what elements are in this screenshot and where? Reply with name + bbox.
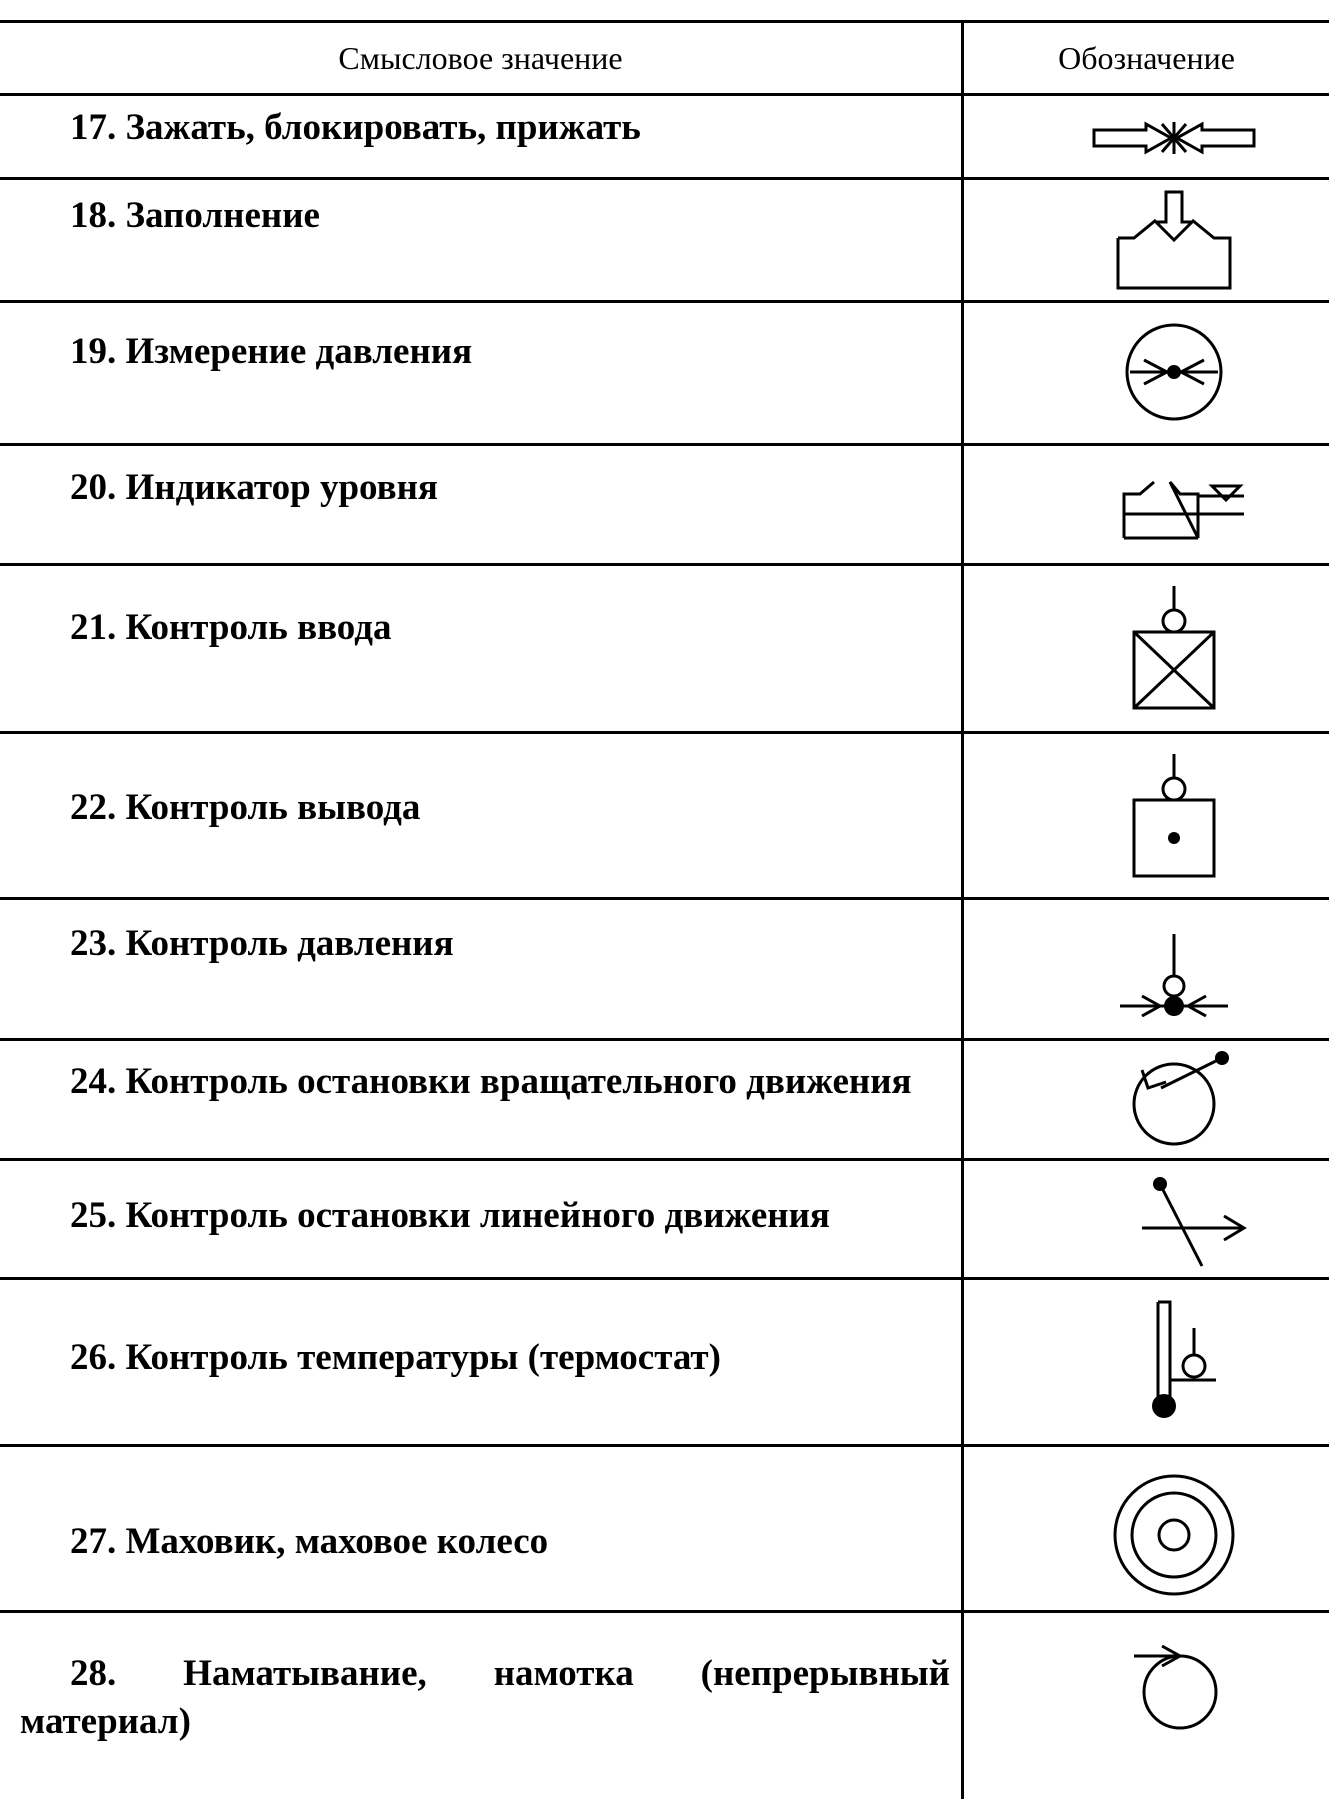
column-divider xyxy=(961,22,964,1799)
level-indicator-icon xyxy=(1064,476,1284,542)
winding-icon xyxy=(1064,1638,1284,1732)
row-27-text: 27. Маховик, маховое колесо xyxy=(70,1521,549,1562)
row-18-text: 18. Заполнение xyxy=(70,195,320,236)
row-23-text: 23. Контроль давления xyxy=(70,923,454,964)
row-26-text: 26. Контроль температуры (термостат) xyxy=(70,1337,721,1378)
pressure-measurement-icon xyxy=(1064,322,1284,422)
row-divider xyxy=(0,1038,1329,1041)
row-divider xyxy=(0,731,1329,734)
row-divider xyxy=(0,300,1329,303)
row-divider xyxy=(0,1444,1329,1447)
row-17-text: 17. Зажать, блокировать, прижать xyxy=(70,107,641,148)
rotary-stop-control-icon xyxy=(1064,1048,1284,1148)
filling-icon xyxy=(1064,188,1284,292)
header-meaning: Смысловое значение xyxy=(338,40,623,76)
row-28-text: 28. Наматывание, намотка (непрерывный материал) xyxy=(20,1653,950,1742)
row-21-text: 21. Контроль ввода xyxy=(70,607,392,648)
flywheel-icon xyxy=(1064,1473,1284,1597)
output-control-icon xyxy=(1064,750,1284,880)
header-symbol: Обозначение xyxy=(1058,40,1235,76)
row-divider xyxy=(0,563,1329,566)
row-25-text: 25. Контроль остановки линейного движения xyxy=(70,1195,830,1236)
clamp-icon xyxy=(1064,120,1284,156)
pressure-control-icon xyxy=(1064,930,1284,1026)
row-divider xyxy=(0,1610,1329,1613)
row-divider xyxy=(0,1277,1329,1280)
row-19-text: 19. Измерение давления xyxy=(70,331,473,372)
row-20-text: 20. Индикатор уровня xyxy=(70,467,438,508)
input-control-icon xyxy=(1064,582,1284,712)
thermostat-icon xyxy=(1064,1296,1284,1424)
row-divider xyxy=(0,1158,1329,1161)
row-24-text: 24. Контроль остановки вращательного движения xyxy=(70,1061,912,1102)
row-22-text: 22. Контроль вывода xyxy=(70,787,421,828)
row-divider xyxy=(0,443,1329,446)
linear-stop-control-icon xyxy=(1064,1176,1284,1270)
row-divider xyxy=(0,177,1329,180)
row-divider xyxy=(0,897,1329,900)
